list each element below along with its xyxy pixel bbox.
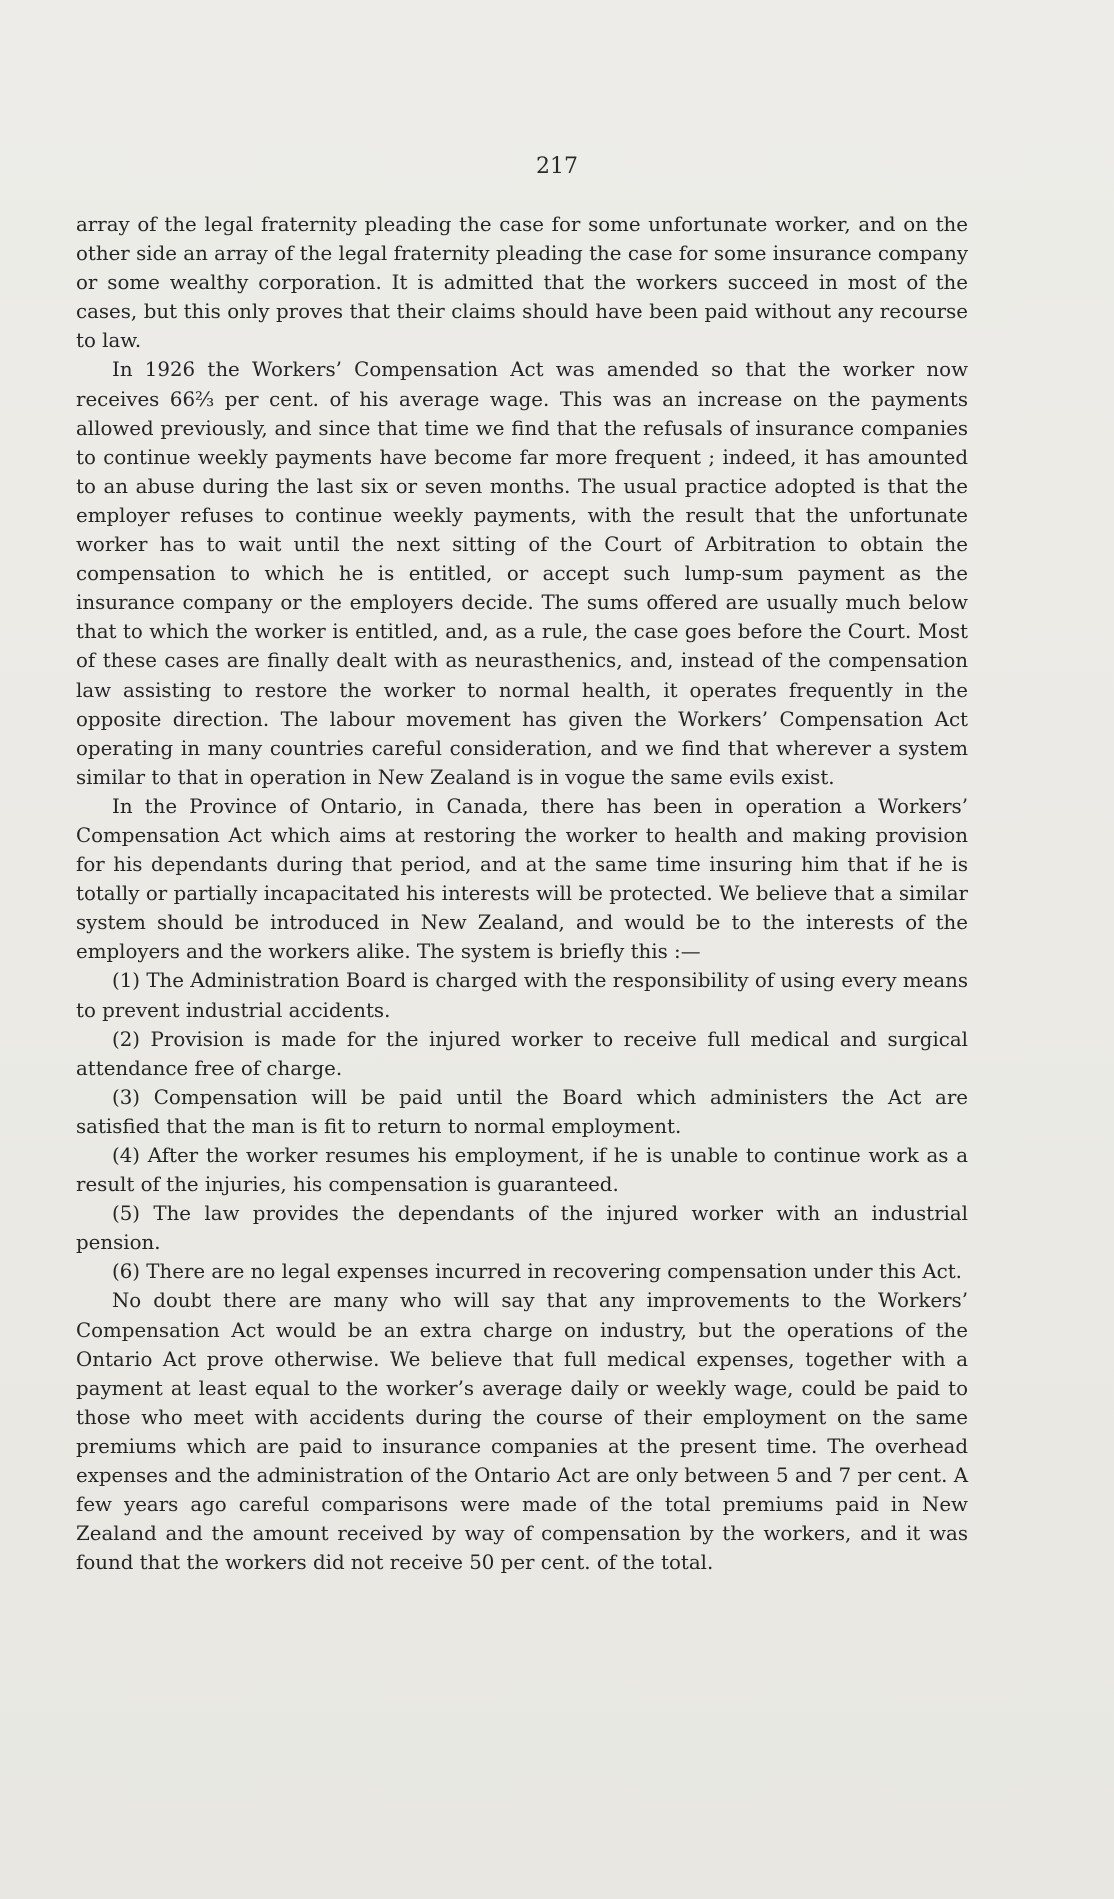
paragraph-costs: No doubt there are many who will say that any improvements to the Workers’ Compensation Act would be an extra charge on industry, but the operations of the Ontario Act prove otherwise. We believe that full medical expenses, together with a payment at least equal to the worker’s average daily or weekly wage, could be paid to those who meet with accidents during the course of their employment on the same premiums which are paid to insurance companies at the present time. The overhead expenses and the administration of the Ontario Act are only between 5 and 7 per cent. A few years ago careful comparisons were made of the total premiums paid in New Zealand and the amount received by way of compensation by the workers, and it was found that the workers did not receive 50 per cent. of the total. — [76, 1289, 968, 1575]
list-item-3: (3) Compensation will be paid until the Board which administers the Act are satisfied that the man is fit to return to normal employment. — [76, 1085, 968, 1138]
page-number: 217 — [536, 154, 578, 179]
paragraph-ontario-act: In the Province of Ontario, in Canada, there has been in operation a Workers’ Compensation Act which aims at restoring the worker to health and making provision for his dependants during that period, and at the same time insuring him that if he is totally or partially incapacitated his interests will be protected. We believe that a similar system should be introduced in New Zealand, and would be to the interests of the employers and the workers alike. The system is briefly this :— — [76, 794, 968, 964]
list-item-2: (2) Provision is made for the injured worker to receive full medical and surgical attendance free of charge. — [76, 1027, 968, 1080]
list-item-6: (6) There are no legal expenses incurred in recovering compensation under this Act. — [112, 1260, 962, 1284]
list-item-1: (1) The Administration Board is charged with the responsibility of using every means to prevent industrial accidents. — [76, 969, 968, 1022]
paragraph-continuation: array of the legal fraternity pleading the case for some unfortunate worker, and on the other side an array of the legal fraternity pleading the case for some insurance company or some wealthy corporation. It is admitted that the workers succeed in most of the cases, but this only proves that their claims should have been paid without any recourse to law. — [76, 213, 968, 353]
list-item-4: (4) After the worker resumes his employment, if he is unable to continue work as a result of the injuries, his compensation is guaranteed. — [76, 1144, 968, 1197]
paragraph-1926-amendment: In 1926 the Workers’ Compensation Act was amended so that the worker now receives 66⅔ per cent. of his average wage. This was an increase on the payments allowed previously, and since that time we find that the refusals of insurance companies to continue weekly payments have become far more frequent ; indeed, it has amounted to an abuse during the last six or seven months. The usual practice adopted is that the employer refuses to continue weekly payments, with the result that the unfortunate worker has to wait until the next sitting of the Court of Arbitration to obtain the compensation to which he is entitled, or accept such lump-sum payment as the insurance company or the employers decide. The sums offered are usually much below that to which the worker is entitled, and, as a rule, the case goes before the Court. Most of these cases are finally dealt with as neurasthenics, and, instead of the compensation law assisting to restore the worker to normal health, it operates frequently in the opposite direction. The labour movement has given the Workers’ Compensation Act operating in many countries careful consideration, and we find that wherever a system similar to that in operation in New Zealand is in vogue the same evils exist. — [76, 358, 968, 789]
list-item-5: (5) The law provides the dependants of the injured worker with an industrial pension. — [76, 1202, 968, 1255]
body-text — [76, 210, 968, 1577]
